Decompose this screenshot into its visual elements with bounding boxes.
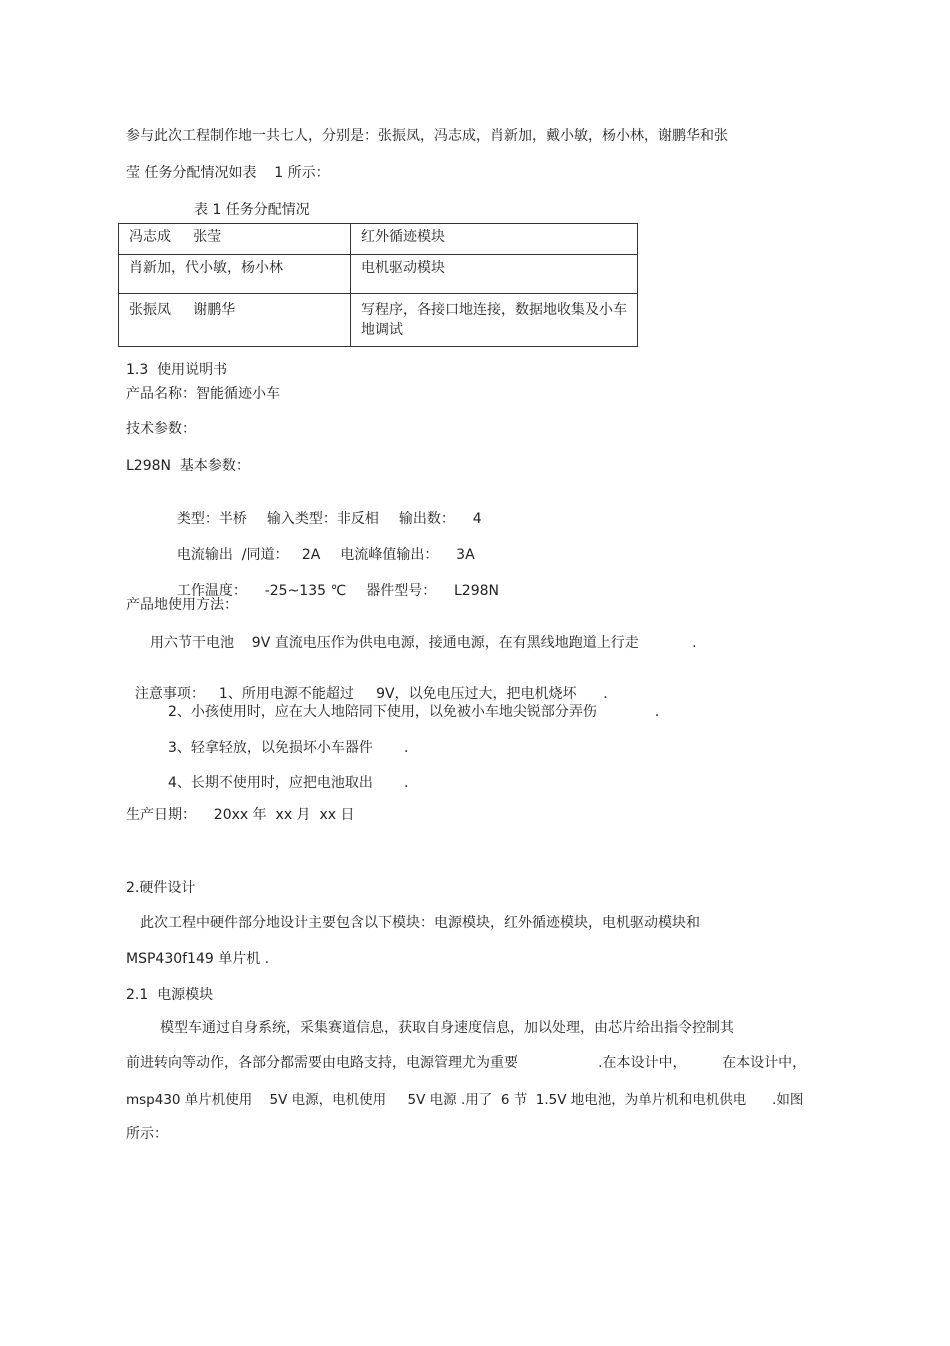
power-line-3: msp430 单片机使用 5V 电源，电机使用 5V 电源 .用了 6 节 1.5V 地电池，为单片机和电机供电 .如图 [126, 1092, 804, 1108]
usage-title: 产品地使用方法： [126, 597, 238, 613]
table-row [119, 294, 638, 347]
intro-line-2: 莹 任务分配情况如表 1 所示： [126, 165, 330, 181]
power-line-4: 所示： [126, 1126, 168, 1142]
table-row [119, 224, 638, 255]
power-line-1: 模型车通过自身系统，采集赛道信息，获取自身速度信息，加以处理，由芯片给出指令控制其 [160, 1020, 734, 1036]
table-cell-members: 张振凤 谢鹏华 [119, 294, 351, 347]
param-item: 工作温度： -25~135 ℃ [176, 583, 347, 599]
section-heading-hardware: 2.硬件设计 [126, 880, 196, 896]
note-item: 4、长期不使用时，应把电池取出 . [168, 775, 409, 791]
intro-line-1: 参与此次工程制作地一共七人，分别是：张振凤，冯志成，肖新加，戴小敏，杨小林，谢鹏华和张 [126, 128, 728, 144]
tech-params-label: 技术参数： [126, 421, 196, 437]
table-cell-task: 红外循迹模块 [351, 224, 638, 255]
table-cell-members: 肖新加，代小敏，杨小林 [119, 255, 351, 294]
param-item: 电流输出 /同道： 2A [176, 547, 321, 563]
table-cell-task: 写程序，各接口地连接，数据地收集及小车地调试 [351, 294, 638, 347]
table-cell-task: 电机驱动模块 [351, 255, 638, 294]
param-row [168, 564, 499, 600]
section-heading-manual: 1.3 使用说明书 [126, 362, 228, 378]
param-row [168, 528, 475, 564]
param-item: 类型：半桥 [176, 511, 247, 527]
note-item: 1、所用电源不能超过 9V，以免电压过大，把电机烧坏 . [218, 686, 608, 702]
note-item: 2、小孩使用时，应在大人地陪同下使用，以免被小车地尖锐部分弄伤 . [168, 704, 660, 720]
hardware-intro-line-1: 此次工程中硬件部分地设计主要包含以下模块：电源模块，红外循迹模块，电机驱动模块和 [140, 915, 700, 931]
table-row [119, 255, 638, 294]
param-item: 输出数： 4 [398, 511, 482, 527]
usage-text: 用六节干电池 9V 直流电压作为供电电源，接通电源，在有黑线地跑道上行走 . [150, 635, 697, 651]
param-item: 器件型号： L298N [366, 583, 499, 599]
hardware-intro-line-2: MSP430f149 单片机 . [126, 951, 270, 967]
power-line-2: 前进转向等动作，各部分都需要由电路支持，电源管理尤为重要 .在本设计中， 在本设计中， [126, 1055, 807, 1071]
power-heading: 2.1 电源模块 [126, 987, 214, 1003]
task-assignment-table [118, 223, 638, 347]
note-item: 3、轻拿轻放，以免损坏小车器件 . [168, 740, 409, 756]
table-cell-members: 冯志成 张莹 [119, 224, 351, 255]
notes-label: 注意事项： [134, 686, 205, 702]
param-row [168, 492, 482, 528]
notes-row [126, 667, 608, 703]
param-item: 电流峰值输出： 3A [340, 547, 475, 563]
product-name: 产品名称：智能循迹小车 [126, 386, 280, 402]
production-date: 生产日期： 20xx 年 xx 月 xx 日 [126, 807, 355, 823]
param-item: 输入类型：非反相 [266, 511, 379, 527]
table-caption: 表 1 任务分配情况 [194, 202, 310, 218]
l298n-title: L298N 基本参数： [126, 458, 250, 474]
